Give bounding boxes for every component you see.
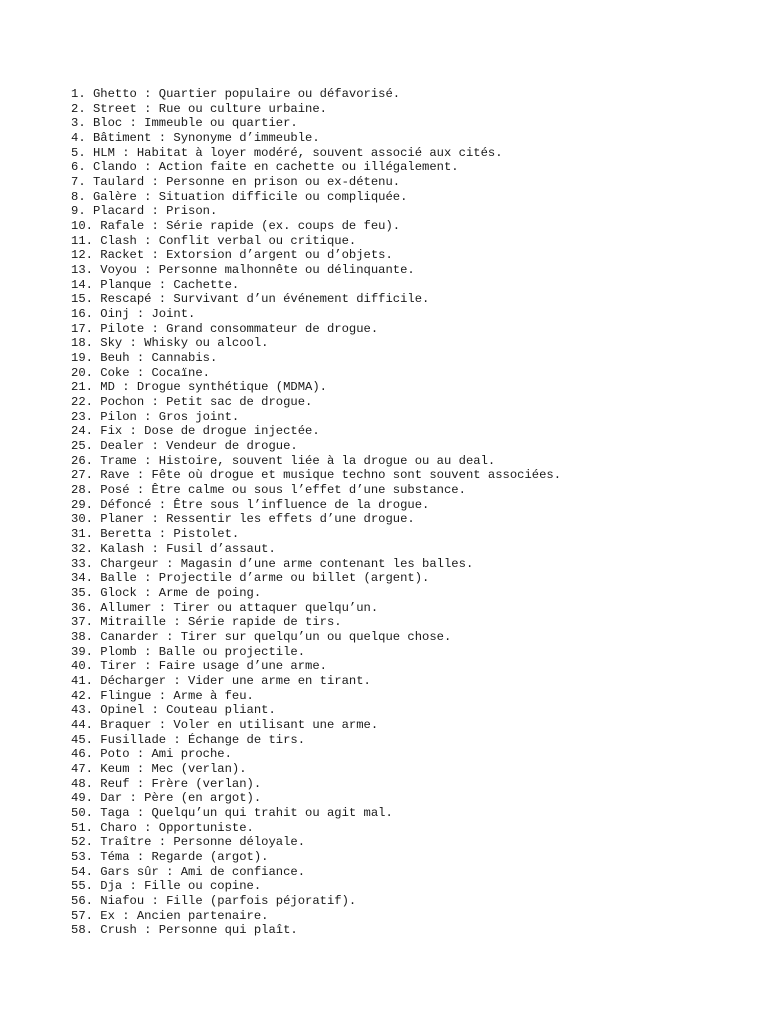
glossary-entry: 47. Keum : Mec (verlan). — [71, 761, 247, 776]
glossary-entry: 58. Crush : Personne qui plaît. — [71, 923, 298, 938]
glossary-entry: 42. Flingue : Arme à feu. — [71, 688, 254, 703]
glossary-entry: 21. MD : Drogue synthétique (MDMA). — [71, 380, 327, 395]
glossary-entry: 14. Planque : Cachette. — [71, 277, 240, 292]
glossary-entry: 1. Ghetto : Quartier populaire ou défavorisé. — [71, 87, 401, 101]
glossary-entry: 19. Beuh : Cannabis. — [71, 351, 218, 366]
glossary-entry: 10. Rafale : Série rapide (ex. coups de feu). — [71, 219, 401, 234]
glossary-entry: 7. Taulard : Personne en prison ou ex-détenu. — [71, 175, 401, 190]
glossary-entry: 44. Braquer : Voler en utilisant une arme. — [71, 717, 379, 732]
glossary-entry: 25. Dealer : Vendeur de drogue. — [71, 439, 298, 454]
glossary-entry: 20. Coke : Cocaïne. — [71, 365, 210, 380]
glossary-entry: 18. Sky : Whisky ou alcool. — [71, 336, 269, 351]
glossary-entry: 4. Bâtiment : Synonyme d’immeuble. — [71, 131, 320, 146]
glossary-entry: 30. Planer : Ressentir les effets d’une drogue. — [71, 512, 415, 527]
glossary-entry: 51. Charo : Opportuniste. — [71, 820, 254, 835]
glossary-entry: 31. Beretta : Pistolet. — [71, 527, 240, 542]
glossary-entry: 38. Canarder : Tirer sur quelqu’un ou quelque chose. — [71, 629, 452, 644]
glossary-entry: 6. Clando : Action faite en cachette ou illégalement. — [71, 160, 459, 175]
glossary-entry: 56. Niafou : Fille (parfois péjoratif). — [71, 893, 357, 908]
glossary-entry: 48. Reuf : Frère (verlan). — [71, 776, 262, 791]
glossary-entry: 55. Dja : Fille ou copine. — [71, 879, 262, 894]
glossary-entry: 29. Défoncé : Être sous l’influence de la drogue. — [71, 497, 430, 512]
glossary-entry: 16. Oinj : Joint. — [71, 307, 196, 322]
glossary-entry: 46. Poto : Ami proche. — [71, 747, 232, 762]
glossary-entry: 45. Fusillade : Échange de tirs. — [71, 732, 306, 747]
glossary-entry: 40. Tirer : Faire usage d’une arme. — [71, 659, 327, 674]
glossary-entry: 54. Gars sûr : Ami de confiance. — [71, 864, 306, 879]
glossary-entry: 15. Rescapé : Survivant d’un événement difficile. — [71, 292, 430, 307]
glossary-entry: 50. Taga : Quelqu’un qui trahit ou agit mal. — [71, 805, 393, 820]
slang-glossary-list — [71, 87, 561, 938]
glossary-entry: 57. Ex : Ancien partenaire. — [71, 908, 269, 923]
glossary-entry: 22. Pochon : Petit sac de drogue. — [71, 395, 313, 410]
glossary-entry: 24. Fix : Dose de drogue injectée. — [71, 424, 320, 439]
glossary-entry: 12. Racket : Extorsion d’argent ou d’objets. — [71, 248, 393, 263]
glossary-entry: 52. Traître : Personne déloyale. — [71, 835, 306, 850]
glossary-entry: 27. Rave : Fête où drogue et musique techno sont souvent associées. — [71, 468, 562, 483]
glossary-entry: 37. Mitraille : Série rapide de tirs. — [71, 615, 342, 630]
glossary-entry: 13. Voyou : Personne malhonnête ou délinquante. — [71, 263, 415, 278]
glossary-entry: 35. Glock : Arme de poing. — [71, 585, 262, 600]
glossary-entry: 28. Posé : Être calme ou sous l’effet d’une substance. — [71, 483, 466, 498]
glossary-entry: 17. Pilote : Grand consommateur de drogue. — [71, 321, 379, 336]
glossary-entry: 8. Galère : Situation difficile ou compliquée. — [71, 189, 408, 204]
glossary-entry: 39. Plomb : Balle ou projectile. — [71, 644, 306, 659]
glossary-entry: 43. Opinel : Couteau pliant. — [71, 703, 276, 718]
glossary-entry: 23. Pilon : Gros joint. — [71, 409, 240, 424]
glossary-entry: 2. Street : Rue ou culture urbaine. — [71, 101, 327, 116]
glossary-entry: 3. Bloc : Immeuble ou quartier. — [71, 116, 298, 131]
glossary-entry: 41. Décharger : Vider une arme en tirant. — [71, 673, 371, 688]
glossary-entry: 36. Allumer : Tirer ou attaquer quelqu’un. — [71, 600, 379, 615]
glossary-entry: 34. Balle : Projectile d’arme ou billet (argent). — [71, 571, 430, 586]
glossary-entry: 9. Placard : Prison. — [71, 204, 218, 219]
glossary-entry: 53. Téma : Regarde (argot). — [71, 849, 269, 864]
glossary-entry: 26. Trame : Histoire, souvent liée à la drogue ou au deal. — [71, 453, 496, 468]
glossary-entry: 5. HLM : Habitat à loyer modéré, souvent associé aux cités. — [71, 145, 503, 160]
glossary-entry: 49. Dar : Père (en argot). — [71, 791, 262, 806]
glossary-entry: 32. Kalash : Fusil d’assaut. — [71, 541, 276, 556]
glossary-entry: 11. Clash : Conflit verbal ou critique. — [71, 233, 357, 248]
glossary-entry: 33. Chargeur : Magasin d’une arme contenant les balles. — [71, 556, 474, 571]
